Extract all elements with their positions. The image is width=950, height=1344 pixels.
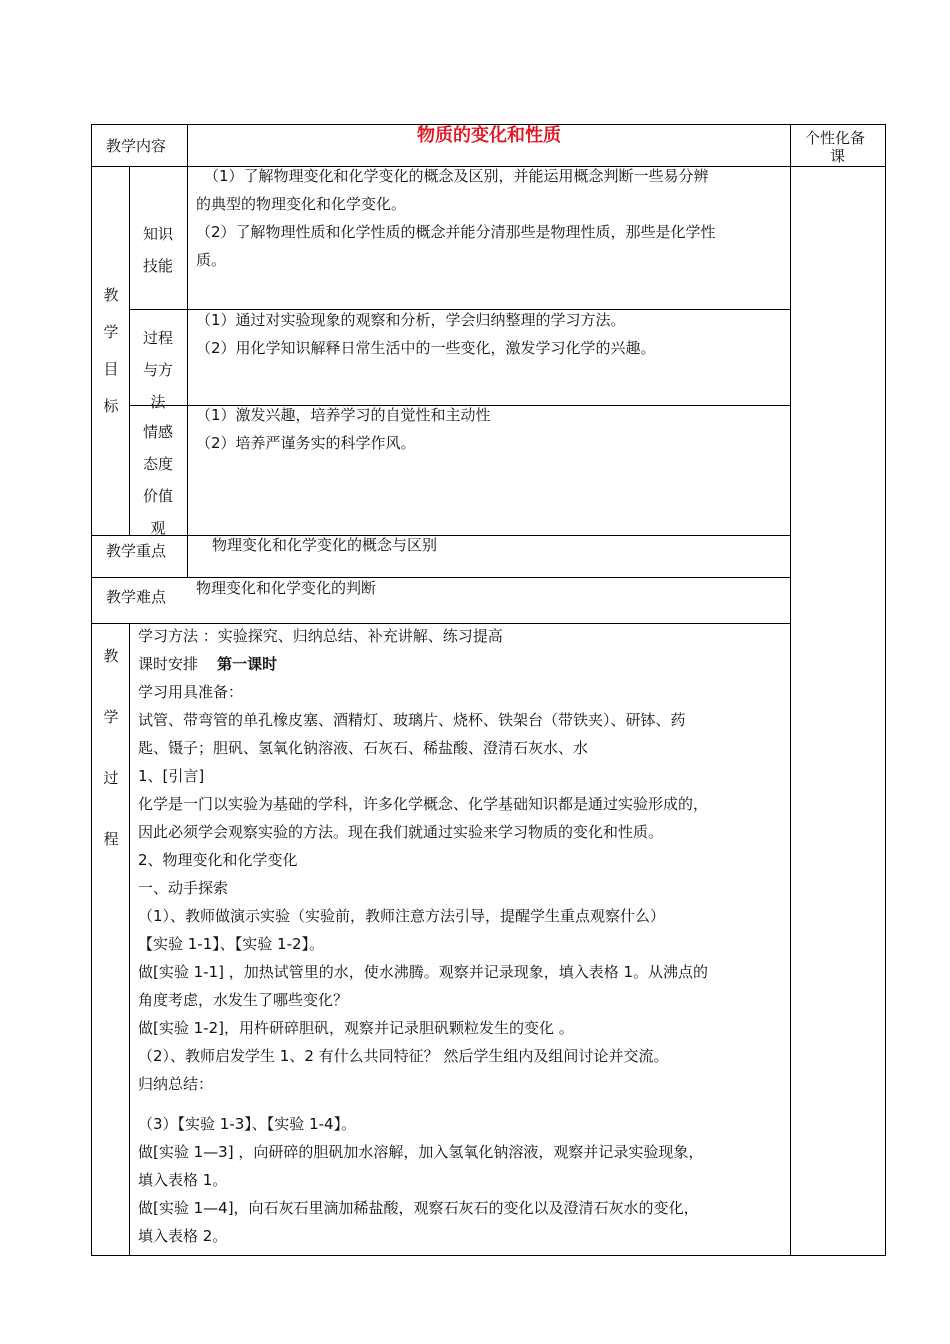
goals-side-char: 目	[103, 360, 119, 378]
difficulty-label: 教学难点	[106, 588, 167, 606]
body-line: 做[实验 1—4]，向石灰石里滴加稀盐酸，观察石灰石的变化以及澄清石灰水的变化，	[138, 1199, 699, 1217]
process-body	[138, 622, 708, 1098]
process-label-line: 与方	[142, 361, 173, 379]
body-line: （1）、教师做演示实验（实验前，教师注意方法引导，提醒学生重点观察什么）	[138, 907, 666, 925]
schedule-line	[138, 650, 708, 678]
emotion-line: （2）培养严谨务实的科学作风。	[196, 434, 416, 452]
goals-side-char: 标	[103, 397, 119, 415]
emotion-line: （1）激发兴趣，培养学习的自觉性和主动性	[196, 406, 491, 424]
process-text	[196, 306, 656, 362]
emotion-text	[196, 401, 491, 457]
goals-side-char: 学	[103, 323, 119, 341]
knowledge-label-line: 技能	[142, 257, 173, 275]
emotion-label-line: 态度	[142, 455, 173, 473]
process-label-line: 过程	[142, 329, 173, 347]
body-line: （3）【实验 1-3】、【实验 1-4】。	[138, 1115, 357, 1133]
body-line: 化学是一门以实验为基础的学科，许多化学概念、化学基础知识都是通过实验形成的，	[138, 795, 709, 813]
process-side-label	[100, 626, 122, 870]
col-divider-side	[129, 166, 130, 536]
key-point-label: 教学重点	[106, 542, 167, 560]
knowledge-label	[138, 218, 178, 282]
schedule-value: 第一课时	[217, 655, 278, 673]
knowledge-line: （1）了解物理变化和化学变化的概念及区别，并能运用概念判断一些易分辨	[204, 167, 709, 185]
body-line: 归纳总结：	[138, 1075, 214, 1093]
process-line: （1）通过对实验现象的观察和分析，学会归纳整理的学习方法。	[196, 311, 626, 329]
process-side-char: 教	[103, 647, 119, 665]
goals-side-char: 教	[103, 286, 119, 304]
body-line: 匙、镊子；胆矾、氢氧化钠溶液、石灰石、稀盐酸、澄清石灰水、水	[138, 739, 589, 757]
process-side-char: 学	[103, 708, 119, 726]
difficulty-text: 物理变化和化学变化的判断	[196, 579, 377, 597]
body-line: 【实验 1-1】、【实验 1-2】。	[138, 935, 325, 953]
process-label	[138, 322, 178, 418]
goals-side-label	[100, 277, 122, 425]
knowledge-label-line: 知识	[142, 225, 173, 243]
emotion-label-line: 价值	[142, 487, 173, 505]
process-side-char: 程	[103, 830, 119, 848]
knowledge-text	[196, 162, 716, 274]
page-title: 物质的变化和性质	[417, 125, 561, 146]
body-line: 做[实验 1—3] ，向研碎的胆矾加水溶解，加入氢氧化钠溶液，观察并记录实验现象，	[138, 1143, 704, 1161]
body-line: 学习用具准备：	[138, 683, 244, 701]
col-divider-label	[187, 124, 188, 536]
knowledge-line: 质。	[196, 251, 227, 269]
table-border-left	[91, 124, 92, 1256]
emotion-label-line: 情感	[142, 423, 173, 441]
key-point-text: 物理变化和化学变化的概念与区别	[212, 536, 438, 554]
col-divider-side-process	[129, 623, 130, 1256]
content-label: 教学内容	[106, 137, 167, 155]
learning-method-line: 学习方法 ：实验探究、归纳总结、补充讲解、练习提高	[138, 627, 503, 645]
personal-label-line1: 个性化备	[805, 129, 866, 147]
knowledge-line: （2）了解物理性质和化学性质的概念并能分清那些是物理性质，那些是化学性	[196, 223, 716, 241]
body-line: 2、物理变化和化学变化	[138, 851, 298, 869]
body-line: （2）、教师启发学生 1、2 有什么共同特征？ 然后学生组内及组间讨论并交流。	[138, 1047, 669, 1065]
process-label-line: 法	[150, 393, 166, 411]
knowledge-line: 的典型的物理变化和化学变化。	[196, 195, 407, 213]
body-line: 1、[引言]	[138, 767, 205, 785]
body-line: 因此必须学会观察实验的方法。现在我们就通过实验来学习物质的变化和性质。	[138, 823, 664, 841]
table-border-right	[885, 124, 886, 1256]
body-line: 做[实验 1-2]，用杵研碎胆矾，观察并记录胆矾颗粒发生的变化 。	[138, 1019, 574, 1037]
body-line: 角度考虑，水发生了哪些变化？	[138, 991, 349, 1009]
process-line: （2）用化学知识解释日常生活中的一些变化，激发学习化学的兴趣。	[196, 339, 656, 357]
col-divider-personal	[790, 124, 791, 1256]
col-divider-key	[187, 535, 188, 578]
emotion-label-line: 观	[150, 519, 166, 537]
body-line: 一、动手探索	[138, 879, 229, 897]
body-line: 试管、带弯管的单孔橡皮塞、酒精灯、玻璃片、烧杯、铁架台（带铁夹）、研钵、药	[138, 711, 686, 729]
body-line: 填入表格 1。	[138, 1171, 228, 1189]
schedule-label: 课时安排	[138, 655, 199, 673]
body-line: 做[实验 1-1] ，加热试管里的水，使水沸腾。观察并记录现象，填入表格 1。从沸点的	[138, 963, 709, 981]
emotion-label	[138, 416, 178, 544]
personal-label-line2: 课	[830, 147, 846, 165]
process-body-continued	[138, 1110, 703, 1250]
table-border-bottom	[91, 1255, 885, 1256]
row-divider-goals	[91, 535, 790, 536]
body-line: 填入表格 2。	[138, 1227, 228, 1245]
process-side-char: 过	[103, 769, 119, 787]
